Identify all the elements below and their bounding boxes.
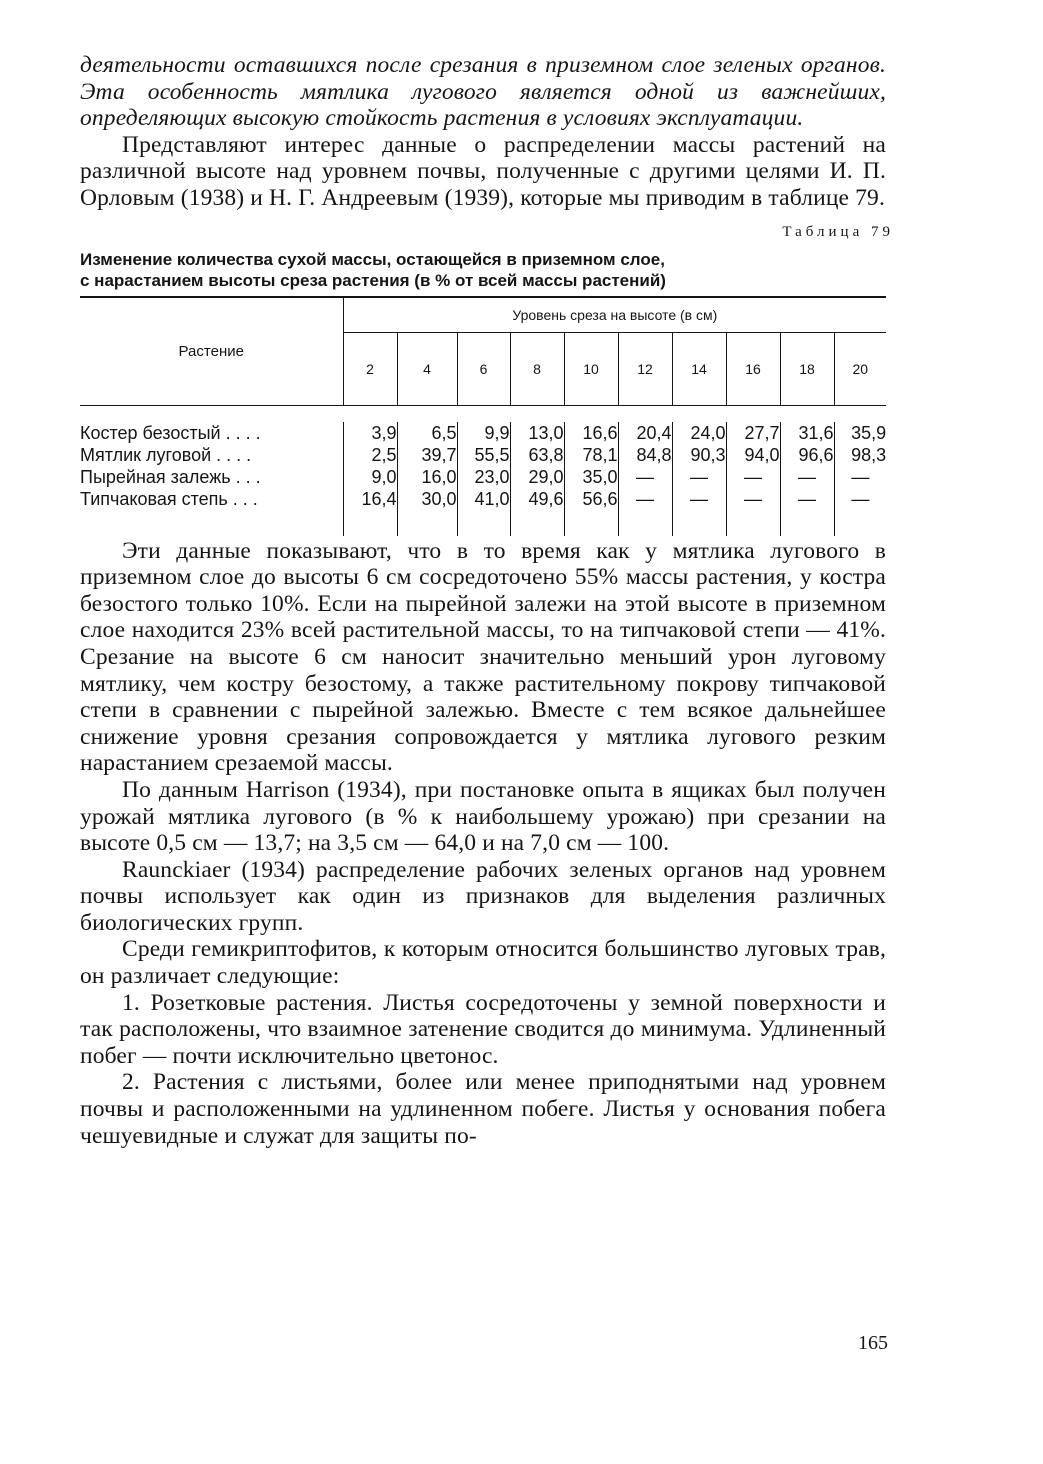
height-header-cell: 8	[510, 332, 564, 405]
height-header-cell: 10	[564, 332, 618, 405]
row-plant-name: Типчаковая степь . . .	[80, 488, 343, 510]
hemicryptophytes-paragraph: Среди гемикриптофитов, к которым относится большинство луговых трав, он различает следующие:	[80, 936, 886, 990]
table-cell: 20,4	[618, 422, 672, 444]
table-cell: —	[672, 488, 726, 510]
table-cell: —	[780, 466, 834, 488]
table-cell: 78,1	[564, 444, 618, 466]
raunckiaer-paragraph: Raunckiaer (1934) распределение рабочих зеленых органов над уровнем почвы использует как один из признаков для выделения различных биологических групп.	[80, 856, 886, 936]
harrison-paragraph: По данным Harrison (1934), при постановке опыта в ящиках был получен урожай мятлика лугового (в % к наибольшему урожаю) при срезании на высоте 0,5 см — 13,7; на 3,5 см — 64,0 и на 7,0 см — 100.	[80, 776, 886, 857]
table-cell: —	[672, 466, 726, 488]
table-cell: 96,6	[780, 444, 834, 466]
book-page	[80, 52, 894, 1149]
height-header-cell: 6	[457, 332, 510, 405]
table-cell: 24,0	[672, 422, 726, 444]
table-cell: 94,0	[726, 444, 780, 466]
table-cell: 56,6	[564, 488, 618, 510]
table-cell: 3,9	[343, 422, 397, 444]
intro-italic-paragraph: деятельности оставшихся после срезания в приземном слое зеленых органов. Эта особенность мятлика лугового является одной из важнейших, определяющих высокую стойкость растения в условиях эксплуатации.	[80, 52, 886, 132]
table-row	[80, 444, 886, 466]
height-header-cell: 16	[726, 332, 780, 405]
row-plant-name: Мятлик луговой . . . .	[80, 444, 343, 466]
table-cell: 30,0	[397, 488, 457, 510]
table-cell: 31,6	[780, 422, 834, 444]
list-item-1: 1. Розетковые растения. Листья сосредоточены у земной поверхности и так расположены, что взаимное затенение сводится до минимума. Удлиненный побег — почти исключительно цветонос.	[80, 989, 886, 1069]
caption-line-1: Изменение количества сухой массы, остающейся в приземном слое,	[80, 249, 665, 269]
table-row	[80, 488, 886, 510]
data-table	[80, 296, 886, 536]
table-row	[80, 466, 886, 488]
table-cell: —	[618, 488, 672, 510]
height-header-cell: 2	[343, 332, 397, 405]
column-header-level: Уровень среза на высоте (в см)	[343, 297, 886, 333]
row-plant-name: Костер безостый . . . .	[80, 422, 343, 444]
table-cell: —	[726, 488, 780, 510]
height-header-cell: 12	[618, 332, 672, 405]
intro-paragraph: Представляют интерес данные о распределении массы растений на различной высоте над уровнем почвы, полученные с другими целями И. П. Орловым (1938) и Н. Г. Андреевым (1939), которые мы приводим в таблице 79.	[80, 131, 886, 211]
table-cell: 55,5	[457, 444, 510, 466]
table-cell: 90,3	[672, 444, 726, 466]
table-cell: 23,0	[457, 466, 510, 488]
table-cell: 27,7	[726, 422, 780, 444]
table-cell: —	[851, 466, 870, 487]
table-cell: 13,0	[510, 422, 564, 444]
table-cell: 49,6	[510, 488, 564, 510]
table-cell: 16,0	[397, 466, 457, 488]
table-cell: —	[780, 488, 834, 510]
table-cell: 98,3	[851, 444, 887, 465]
table-cell: 35,0	[564, 466, 618, 488]
table-cell: 41,0	[457, 488, 510, 510]
list-item-2: 2. Растения с листьями, более или менее приподнятыми над уровнем почвы и расположенными на удлиненном побеге. Листья у основания побега чешуевидные и служат для защиты по-	[80, 1069, 886, 1149]
table-caption	[80, 249, 886, 291]
page-number: 165	[858, 1332, 888, 1354]
caption-line-2: с нарастанием высоты среза растения (в % от всей массы растений)	[80, 270, 666, 290]
height-header-cell: 4	[397, 332, 457, 405]
table-cell: —	[618, 466, 672, 488]
table-cell: 6,5	[397, 422, 457, 444]
table-number: Таблица 79	[782, 223, 894, 240]
column-header-plant: Растение	[80, 297, 343, 406]
table-head	[80, 297, 886, 406]
table-cell: 35,9	[851, 422, 887, 443]
height-header-cell: 14	[672, 332, 726, 405]
table-cell: 29,0	[510, 466, 564, 488]
table-row	[80, 422, 886, 444]
table-body	[80, 405, 886, 536]
table-cell: 63,8	[510, 444, 564, 466]
data-discussion-paragraph: Эти данные показывают, что в то время как у мятлика лугового в приземном слое до высоты 6 см сосредоточено 55% массы растения, у костра безостого только 10%. Если на пырейной залежи на этой высоте в приземном слое находится 23% всей растительной массы, то на типчаковой степи — 41%. Срезание на высоте 6 см наносит значительно меньший урон луговому мятлику, чем костру безостому, а также растительному покрову типчаковой степи в сравнении с пырейной залежью. Вместе с тем всякое дальнейшее снижение уровня срезания сопровождается у мятлика лугового резким нарастанием срезаемой массы.	[80, 537, 886, 777]
table-cell: 16,6	[564, 422, 618, 444]
table-cell: 39,7	[397, 444, 457, 466]
table-cell: 16,4	[343, 488, 397, 510]
table-divider	[80, 405, 886, 422]
table-cell: 2,5	[343, 444, 397, 466]
height-header-cell: 18	[780, 332, 834, 405]
table-bottom-spacer	[80, 510, 886, 536]
table-cell: —	[851, 488, 870, 509]
table-cell: 84,8	[618, 444, 672, 466]
table-cell: —	[726, 466, 780, 488]
table-cell: 9,9	[457, 422, 510, 444]
height-header-cell: 20	[852, 360, 869, 377]
row-plant-name: Пырейная залежь . . .	[80, 466, 343, 488]
table-cell: 9,0	[343, 466, 397, 488]
